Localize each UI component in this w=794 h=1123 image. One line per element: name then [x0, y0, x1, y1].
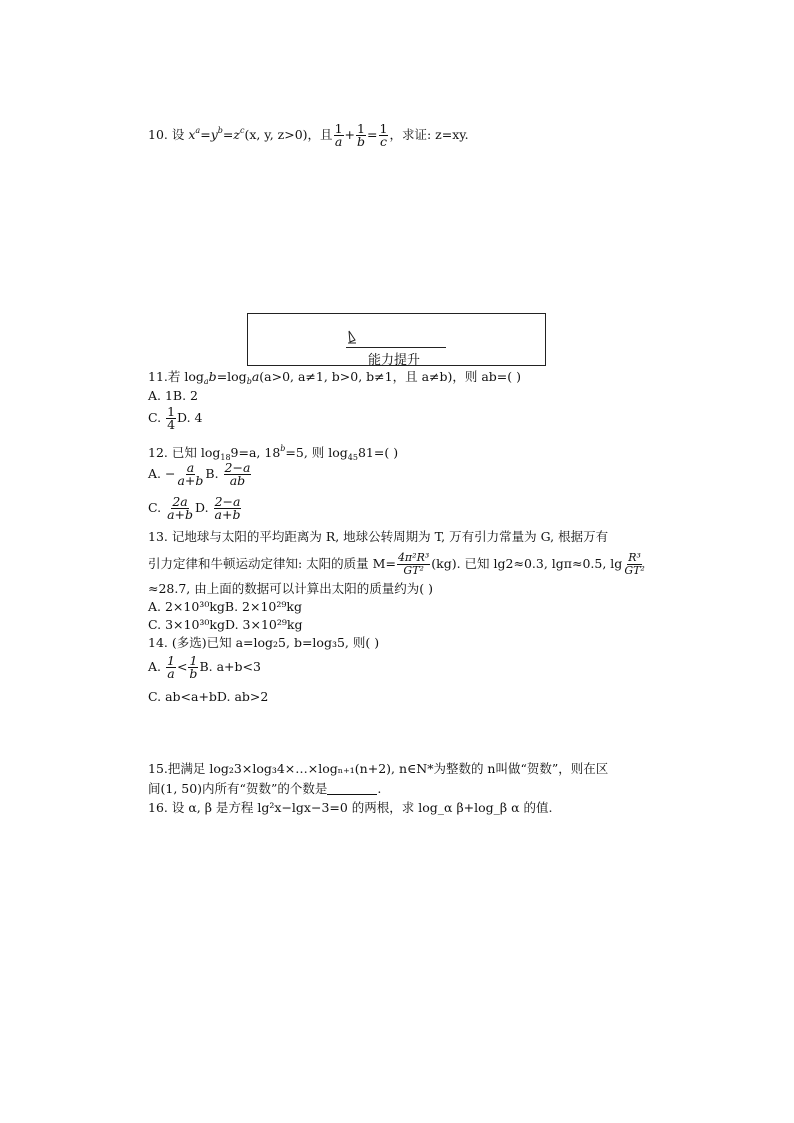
- question-14: 14. (多选)已知 a=log₂5, b=log₃5, 则( ): [148, 635, 380, 650]
- q12-a-prefix: A. −: [148, 466, 176, 481]
- q14-frac-1-over-a: $\frac{1}{a}$: [166, 653, 175, 681]
- q15-line2-text: 间(1, 50)内所有“贺数”的个数是: [148, 781, 328, 796]
- question-15-line-1: 15.把满足 log₂3×log₃4×…×logₙ₊₁(n+2), n∈N*为整数的 n叫做“贺数”，则在区: [148, 761, 609, 776]
- q13-line2-a: 引力定律和牛顿运动定律知: 太阳的质量 M=: [148, 556, 396, 571]
- q10-condition: (x, y, z>0)，且: [244, 127, 333, 142]
- section-underline: [346, 347, 446, 348]
- q11-c-prefix: C.: [148, 410, 166, 425]
- question-number: 10.: [148, 127, 168, 142]
- q12-b-fraction: $\frac{2-a}{ab}$: [224, 460, 251, 488]
- question-12: 12. 已知 $\log_{18}9=a$, $18^b=5$, 则 $\log_{45}81=$( ): [148, 444, 399, 462]
- fraction-1-over-a: $\frac{1}{a}$: [334, 121, 343, 149]
- question-10: 10. 设 $x^a=y^b=z^c(x$, y, z>0)，且 $\frac{1}{a}$ + $\frac{1}{b}$ = $\frac{1}{c}$ ，求证: z=xy.: [148, 121, 469, 149]
- q12-stem: 12. 已知 log: [148, 445, 221, 460]
- q14-option-c-d: C. ab<a+bD. ab>2: [148, 689, 269, 704]
- fraction-one-quarter: $\frac{1}{4}$: [167, 404, 176, 432]
- pencil-icon: [346, 330, 358, 344]
- less-than: <: [176, 659, 188, 674]
- question-16: 16. 设 α, β 是方程 lg²x−lgx−3=0 的两根，求 log_α β+log_β α 的值.: [148, 800, 553, 815]
- answer-blank[interactable]: [327, 782, 377, 795]
- q14-a-prefix: A.: [148, 659, 165, 674]
- q11-end: (a>0, a≠1, b>0, b≠1，且 a≠b)，则 ab=( ): [259, 369, 522, 384]
- q12-c-fraction: $\frac{2a}{a+b}$: [167, 494, 194, 522]
- r-cubed-fraction: $\frac{\text{R³}}{\text{GT²}}$: [624, 551, 645, 577]
- q14-option-a-b: [148, 655, 261, 680]
- q12-d-prefix: D.: [195, 500, 213, 515]
- q12-mid2: =5, 则 log: [285, 445, 348, 460]
- question-13-line-3: ≈28.7, 由上面的数据可以计算出太阳的质量约为( ): [148, 581, 433, 596]
- q12-end: 81=( ): [357, 445, 399, 460]
- q11-option-a: A. 1B. 2: [148, 388, 199, 403]
- q15-period: .: [377, 781, 382, 796]
- q13-line2-b: (kg). 已知 lg2≈0.3, lgπ≈0.5, lg: [431, 556, 623, 571]
- q12-option-a-b: [148, 462, 252, 487]
- mass-fraction: $\frac{\text{4π²R³}}{\text{GT²}}$: [397, 551, 430, 577]
- question-15-line-2: [148, 781, 381, 797]
- question-11: 11.若 $\log_ab=\log_ba(a>0$, a≠1, b>0, b≠1，且 a≠b)，则 ab=( ): [148, 369, 522, 386]
- q12-a-fraction: $\frac{a}{a+b}$: [177, 460, 204, 488]
- q14-frac-1-over-b: $\frac{1}{b}$: [189, 653, 198, 681]
- q13-option-a-b: A. 2×10³⁰kgB. 2×10²⁹kg: [148, 599, 302, 614]
- q11-option-c: [148, 406, 203, 431]
- section-title: 能力提升: [368, 353, 421, 368]
- q11-mid: =log: [216, 369, 247, 384]
- q14-b: B. a+b<3: [199, 659, 261, 674]
- fraction-1-over-b: $\frac{1}{b}$: [357, 121, 366, 149]
- question-13-line-2: [148, 552, 647, 577]
- q12-mid: 9=a, 18: [230, 445, 281, 460]
- q10-text: 设: [171, 127, 189, 142]
- q11-stem: 11.若 log: [148, 369, 204, 384]
- question-13-line-1: 13. 记地球与太阳的平均距离为 R, 地球公转周期为 T, 万有引力常量为 G, 根据万有: [148, 529, 609, 544]
- q13-option-c-d: C. 3×10³⁰kgD. 3×10²⁹kg: [148, 617, 303, 632]
- q12-b-prefix: B.: [205, 466, 223, 481]
- q11-d: D. 4: [177, 410, 203, 425]
- q12-c-prefix: C.: [148, 500, 166, 515]
- q12-option-c-d: [148, 496, 242, 521]
- q12-d-fraction: $\frac{2-a}{a+b}$: [214, 494, 241, 522]
- fraction-1-over-c: $\frac{1}{c}$: [379, 121, 388, 149]
- q10-prove: ，求证: z=xy.: [389, 127, 469, 142]
